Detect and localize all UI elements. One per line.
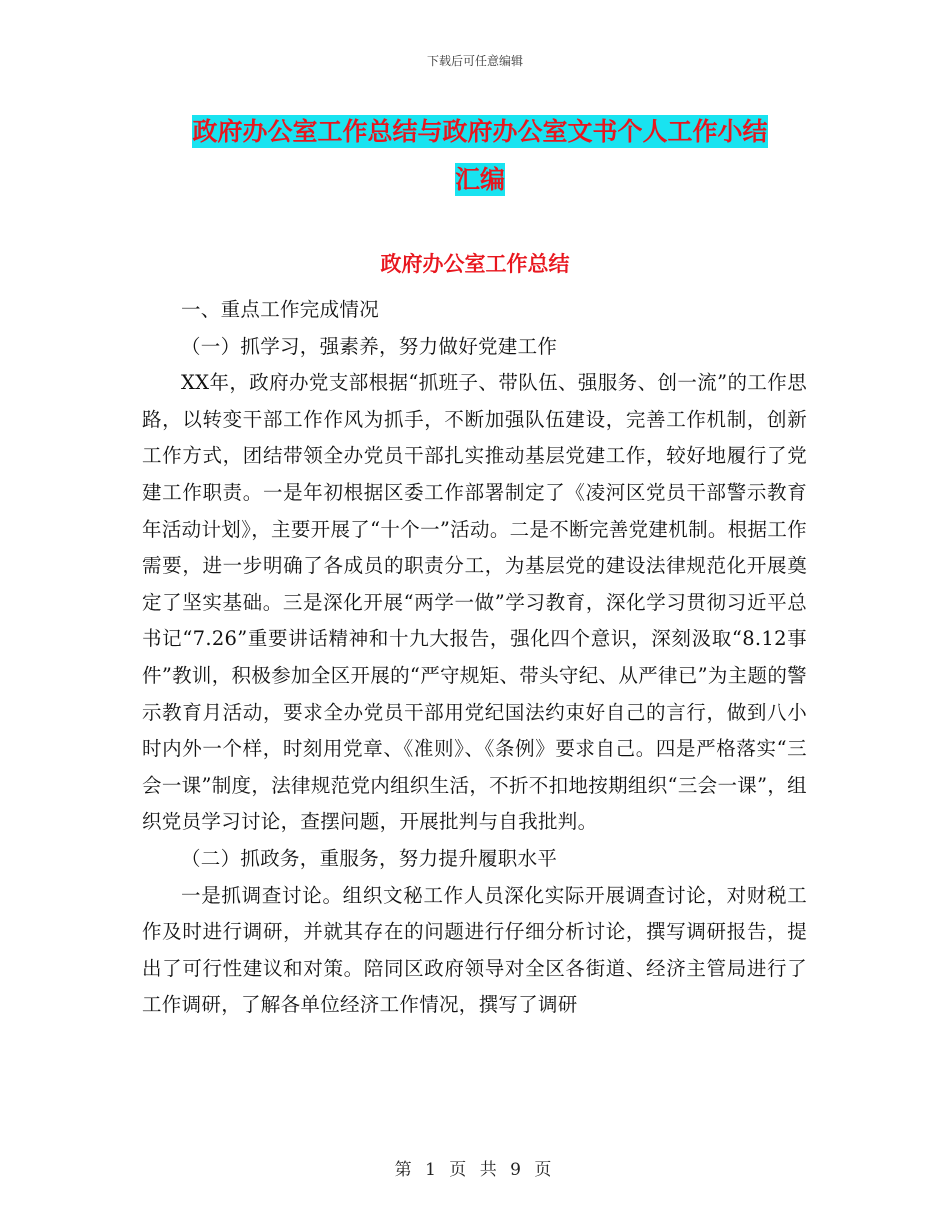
document-title-line1: 政府办公室工作总结与政府办公室文书个人工作小结 <box>192 117 768 146</box>
heading-level2-government-affairs: （二）抓政务，重服务，努力提升履职水平 <box>181 846 558 870</box>
section-title: 政府办公室工作总结 <box>380 252 570 276</box>
heading-level1: 一、重点工作完成情况 <box>181 298 380 321</box>
document-title-line2: 汇编 <box>454 165 505 194</box>
heading-level2-party-building: （一）抓学习，强素养，努力做好党建工作 <box>181 334 558 358</box>
document-title <box>140 108 820 204</box>
document-body <box>142 292 807 1024</box>
page-number-footer: 第 1 页 共 9 页 <box>394 1160 556 1180</box>
paragraph-party-building: XX年，政府办党支部根据“抓班子、带队伍、强服务、创一流”的工作思路，以转变干部工作作风为抓手，不断加强队伍建设，完善工作机制，创新工作方式，团结带领全办党员干部扎实推动基层党建工作，较好地履行了党建工作职责。一是年初根据区委工作部署制定了《凌河区党员干部警示教育年活动计划》，主要开展了“十个一”活动。二是不断完善党建机制。根据工作需要，进一步明确了各成员的职责分工，为基层党的建设法律规范化开展奠定了坚实基础。三是深化开展“两学一做”学习教育，深化学习贯彻习近平总书记“7.26”重要讲话精神和十九大报告，强化四个意识，深刻汲取“8.12事件”教训，积极参加全区开展的“严守规矩、带头守纪、从严律已”为主题的警示教育月活动，要求全办党员干部用党纪国法约束好自己的言行，做到八小时内外一个样，时刻用党章、《准则》、《条例》要求自己。四是严格落实“三会一课”制度，法律规范党内组织生活，不折不扣地按期组织“三会一课”，组织党员学习讨论，查摆问题，开展批判与自我批判。 <box>142 371 807 834</box>
page-header-note: 下载后可任意编辑 <box>426 54 523 68</box>
paragraph-government-affairs: 一是抓调查讨论。组织文秘工作人员深化实际开展调查讨论，对财税工作及时进行调研，并就其存在的问题进行仔细分析讨论，撰写调研报告，提出了可行性建议和对策。陪同区政府领导对全区各街道、经济主管局进行了工作调研，了解各单位经济工作情况，撰写了调研 <box>142 883 807 1017</box>
